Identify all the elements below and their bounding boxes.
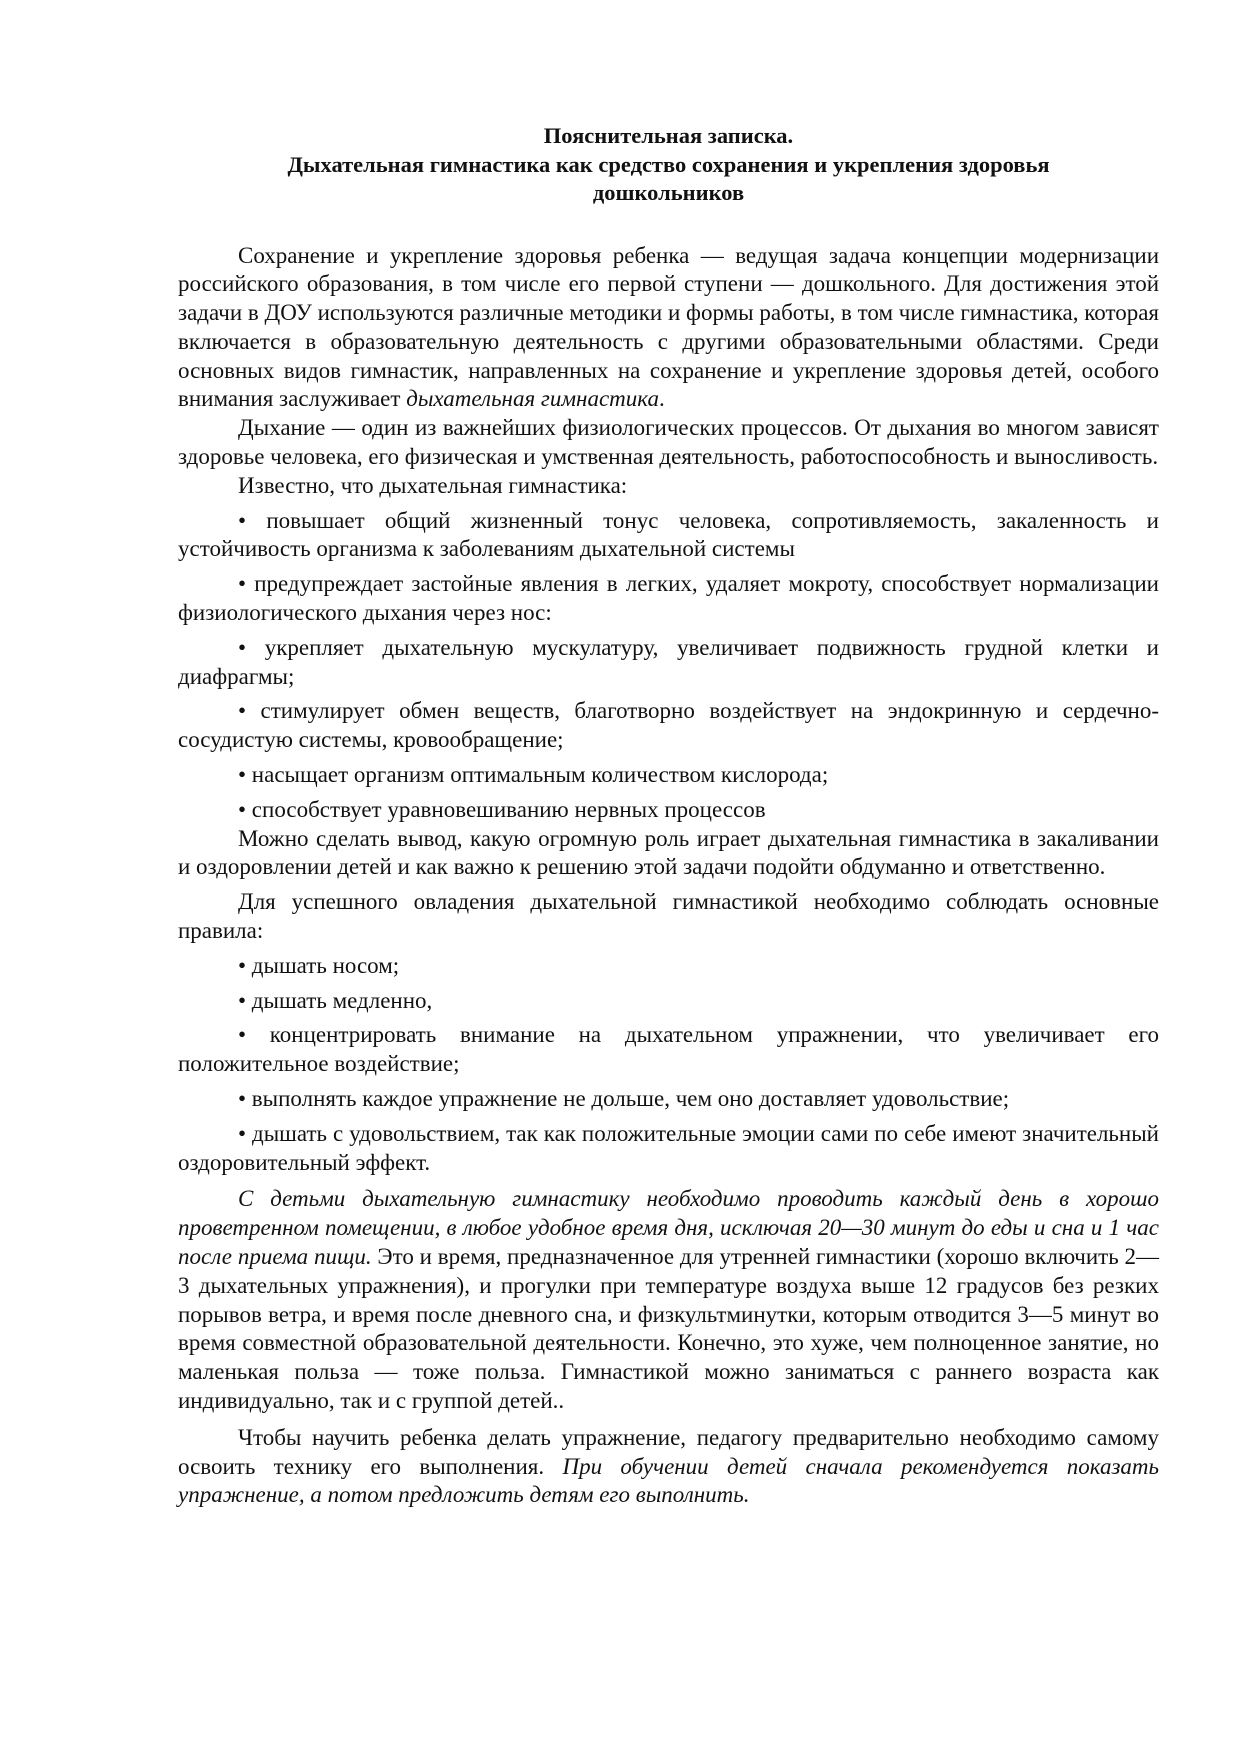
intro-paragraph: Сохранение и укрепление здоровья ребенка — ведущая задача концепции модернизации российского образования, в том числе его первой ступени — дошкольного. Для достижения этой задачи в ДОУ используются различные методики и формы работы, в том числе гимнастика, которая включается в образовательную деятельность с другими образовательными областями. Среди основных видов гимнастик, направленных на сохранение и укрепление здоровья детей, особого внимания заслуживает дыхательная гимнастика. <box>178 242 1159 412</box>
rule-item: • концентрировать внимание на дыхательном упражнении, что увеличивает его положительное воздействие; <box>178 1022 1159 1077</box>
rule-item: • дышать медленно, <box>238 987 433 1013</box>
title-line-1: Пояснительная записка. <box>543 123 794 148</box>
document-title <box>178 122 1159 208</box>
schedule-paragraph: С детьми дыхательную гимнастику необходимо проводить каждый день в хорошо проветренном помещении, в любое удобное время дня, исключая 20—30 минут до еды и сна и 1 час после приема пищи. Это и время, предназначенное для утренней гимнастики (хорошо включить 2—3 дыхательных упражнения), и прогулки при температуре воздуха выше 12 градусов без резких порывов ветра, и время после дневного сна, и физкультминутки, которым отводится 3—5 минут во время совместной образовательной деятельности. Конечно, это хуже, чем полноценное занятие, но маленькая польза — тоже польза. Гимнастикой можно заниматься с раннего возраста как индивидуально, так и с группой детей.. <box>178 1186 1160 1413</box>
benefit-item: • насыщает организм оптимальным количеством кислорода; <box>238 762 829 788</box>
title-line-2: Дыхательная гимнастика как средство сохранения и укрепления здоровья <box>287 151 1050 177</box>
document-page <box>178 122 1159 1510</box>
benefit-item: • предупреждает застойные явления в легких, удаляет мокроту, способствует нормализации физиологического дыхания через нос: <box>178 571 1159 626</box>
benefit-item: • стимулирует обмен веществ, благотворно воздействует на эндокринную и сердечно-сосудистую системы, кровообращение; <box>178 698 1159 753</box>
rule-item: • дышать с удовольствием, так как положительные эмоции сами по себе имеют значительный оздоровительный эффект. <box>178 1120 1159 1175</box>
conclusion-paragraph: Можно сделать вывод, какую огромную роль играет дыхательная гимнастика в закаливании и оздоровлении детей и как важно к решению этой задачи подойти обдуманно и ответственно. <box>178 825 1159 880</box>
emphasis-breathing-gymnastics: дыхательная гимнастика <box>406 386 659 412</box>
benefit-item: • повышает общий жизненный тонус человека, сопротивляемость, закаленность и устойчивость организма к заболеваниям дыхательной системы <box>178 507 1159 562</box>
benefits-intro: Известно, что дыхательная гимнастика: <box>238 472 628 498</box>
teaching-paragraph: Чтобы научить ребенка делать упражнение, педагогу предварительно необходимо самому освоить технику его выполнения. При обучении детей сначала рекомендуется показать упражнение, а потом предложить детям его выполнить. <box>178 1424 1159 1508</box>
benefit-item: • способствует уравновешиванию нервных процессов <box>238 796 766 822</box>
title-line-3: дошкольников <box>592 180 745 205</box>
breathing-paragraph: Дыхание — один из важнейших физиологических процессов. От дыхания во многом зависят здоровье человека, его физическая и умственная деятельность, работоспособность и выносливость. <box>178 415 1159 470</box>
rule-item: • дышать носом; <box>238 952 400 978</box>
rules-intro: Для успешного овладения дыхательной гимнастикой необходимо соблюдать основные правила: <box>178 889 1159 944</box>
benefit-item: • укрепляет дыхательную мускулатуру, увеличивает подвижность грудной клетки и диафрагмы; <box>178 634 1159 689</box>
rule-item: • выполнять каждое упражнение не дольше, чем оно доставляет удовольствие; <box>238 1086 1010 1112</box>
schedule-italic: С детьми дыхательную гимнастику необходимо проводить каждый день в хорошо проветренном помещении, в любое удобное время дня, исключая 20—30 минут до еды и сна и 1 час после приема пищи. <box>178 1186 1159 1269</box>
teaching-italic: При обучении детей сначала рекомендуется показать упражнение, а потом предложить детям его выполнить. <box>178 1453 1159 1508</box>
